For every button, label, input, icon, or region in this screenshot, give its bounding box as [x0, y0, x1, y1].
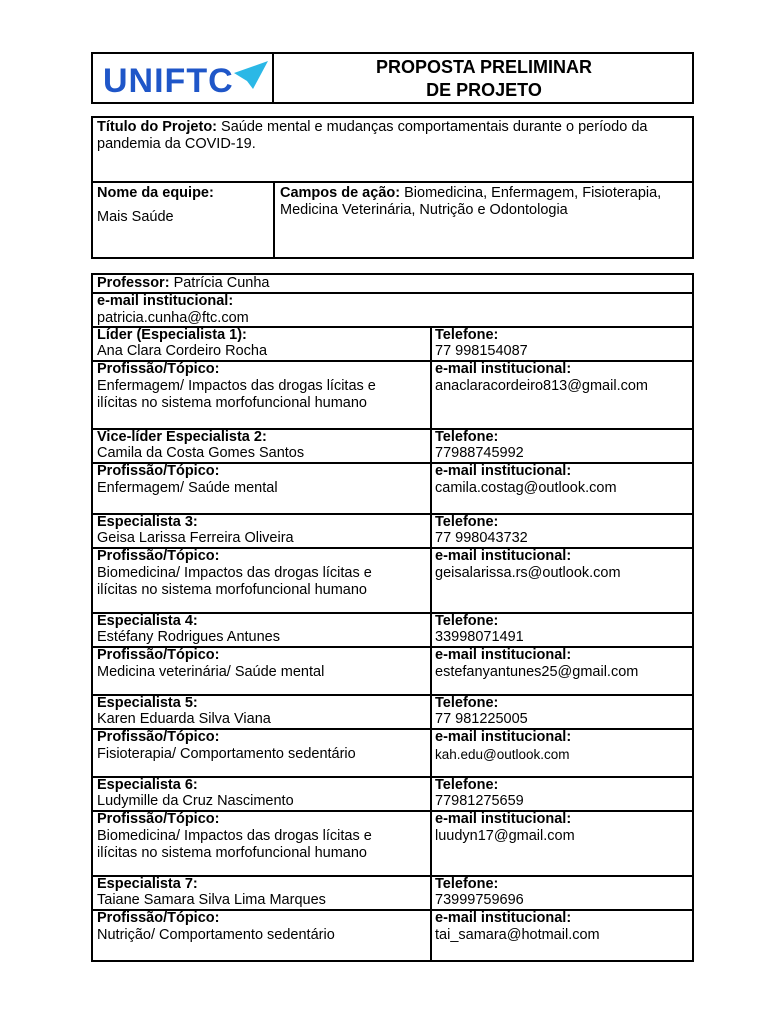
phone-label: Telefone: — [435, 777, 499, 793]
member-topic: Medicina veterinária/ Saúde mental — [97, 664, 325, 680]
email-label: e-mail institucional: — [435, 463, 572, 479]
member-email: estefanyantunes25@gmail.com — [435, 664, 639, 680]
fields-value: Biomedicina, Enfermagem, Fisioterapia, — [404, 185, 662, 201]
fields-of-action — [280, 185, 661, 202]
profession-label: Profissão/Tópico: — [97, 361, 220, 377]
member-phone: 73999759696 — [435, 892, 524, 908]
project-info-divider — [91, 181, 694, 183]
member-topic-line-2: ilícitas no sistema morfofuncional humano — [97, 582, 367, 598]
logo-arrow-icon — [234, 61, 268, 89]
member-topic: Fisioterapia/ Comportamento sedentário — [97, 746, 356, 762]
member-name: Ana Clara Cordeiro Rocha — [97, 343, 268, 359]
member-phone: 77 998154087 — [435, 343, 528, 359]
project-info-vdivider — [273, 181, 275, 259]
phone-label: Telefone: — [435, 613, 499, 629]
fields-value-line-2: Medicina Veterinária, Nutrição e Odontologia — [280, 202, 568, 218]
email-label: e-mail institucional: — [435, 647, 572, 663]
member-topic: Biomedicina/ Impactos das drogas lícitas e — [97, 828, 372, 844]
professor-email-value: patricia.cunha@ftc.com — [97, 310, 249, 326]
column-divider — [430, 326, 432, 962]
professor-value: Patrícia Cunha — [173, 275, 270, 291]
professor — [97, 275, 269, 292]
phone-label: Telefone: — [435, 327, 499, 343]
member-phone: 77988745992 — [435, 445, 524, 461]
phone-label: Telefone: — [435, 514, 499, 530]
member-role: Especialista 4: — [97, 613, 198, 629]
page-title-line-1: PROPOSTA PRELIMINAR — [375, 57, 592, 77]
member-role: Especialista 5: — [97, 695, 198, 711]
member-name: Karen Eduarda Silva Viana — [97, 711, 271, 727]
email-label: e-mail institucional: — [435, 548, 572, 564]
member-topic-line-2: ilícitas no sistema morfofuncional humano — [97, 845, 367, 861]
professor-email-label: e-mail institucional: — [97, 293, 234, 309]
profession-label: Profissão/Tópico: — [97, 548, 220, 564]
member-topic: Biomedicina/ Impactos das drogas lícitas e — [97, 565, 372, 581]
project-title-label: Título do Projeto: — [97, 119, 218, 135]
phone-label: Telefone: — [435, 876, 499, 892]
member-topic: Nutrição/ Comportamento sedentário — [97, 927, 335, 943]
member-name: Ludymille da Cruz Nascimento — [97, 793, 294, 809]
member-email: camila.costag@outlook.com — [435, 480, 617, 496]
project-title-value: Saúde mental e mudanças comportamentais durante o período da — [221, 119, 648, 135]
phone-label: Telefone: — [435, 695, 499, 711]
member-role: Especialista 6: — [97, 777, 198, 793]
page-title-line-2: DE PROJETO — [426, 80, 542, 100]
member-role: Líder (Especialista 1): — [97, 327, 247, 343]
project-title — [97, 119, 647, 136]
professor-label: Professor: — [97, 275, 170, 291]
profession-label: Profissão/Tópico: — [97, 811, 220, 827]
team-name-label: Nome da equipe: — [97, 185, 214, 201]
member-email: tai_samara@hotmail.com — [435, 927, 600, 943]
member-topic: Enfermagem/ Saúde mental — [97, 480, 278, 496]
email-label: e-mail institucional: — [435, 811, 572, 827]
logo-text: UNIFTC — [103, 62, 234, 99]
member-phone: 77981275659 — [435, 793, 524, 809]
email-label: e-mail institucional: — [435, 910, 572, 926]
fields-label: Campos de ação: — [280, 185, 401, 201]
member-email: geisalarissa.rs@outlook.com — [435, 565, 621, 581]
member-topic: Enfermagem/ Impactos das drogas lícitas e — [97, 378, 376, 394]
email-label: e-mail institucional: — [435, 729, 572, 745]
member-name: Geisa Larissa Ferreira Oliveira — [97, 530, 294, 546]
member-role: Vice-líder Especialista 2: — [97, 429, 267, 445]
profession-label: Profissão/Tópico: — [97, 463, 220, 479]
member-email: luudyn17@gmail.com — [435, 828, 575, 844]
team-name-value: Mais Saúde — [97, 209, 174, 225]
profession-label: Profissão/Tópico: — [97, 910, 220, 926]
member-topic-line-2: ilícitas no sistema morfofuncional humano — [97, 395, 367, 411]
member-name: Estéfany Rodrigues Antunes — [97, 629, 280, 645]
uniftc-logo — [103, 59, 268, 99]
member-phone: 33998071491 — [435, 629, 524, 645]
project-title-value-line-2: pandemia da COVID-19. — [97, 136, 256, 152]
member-email: anaclaracordeiro813@gmail.com — [435, 378, 648, 394]
member-phone: 77 981225005 — [435, 711, 528, 727]
profession-label: Profissão/Tópico: — [97, 729, 220, 745]
member-role: Especialista 3: — [97, 514, 198, 530]
member-role: Especialista 7: — [97, 876, 198, 892]
profession-label: Profissão/Tópico: — [97, 647, 220, 663]
member-name: Camila da Costa Gomes Santos — [97, 445, 305, 461]
member-name: Taiane Samara Silva Lima Marques — [97, 892, 326, 908]
member-phone: 77 998043732 — [435, 530, 528, 546]
email-label: e-mail institucional: — [435, 361, 572, 377]
phone-label: Telefone: — [435, 429, 499, 445]
member-email: kah.edu@outlook.com — [435, 747, 570, 762]
